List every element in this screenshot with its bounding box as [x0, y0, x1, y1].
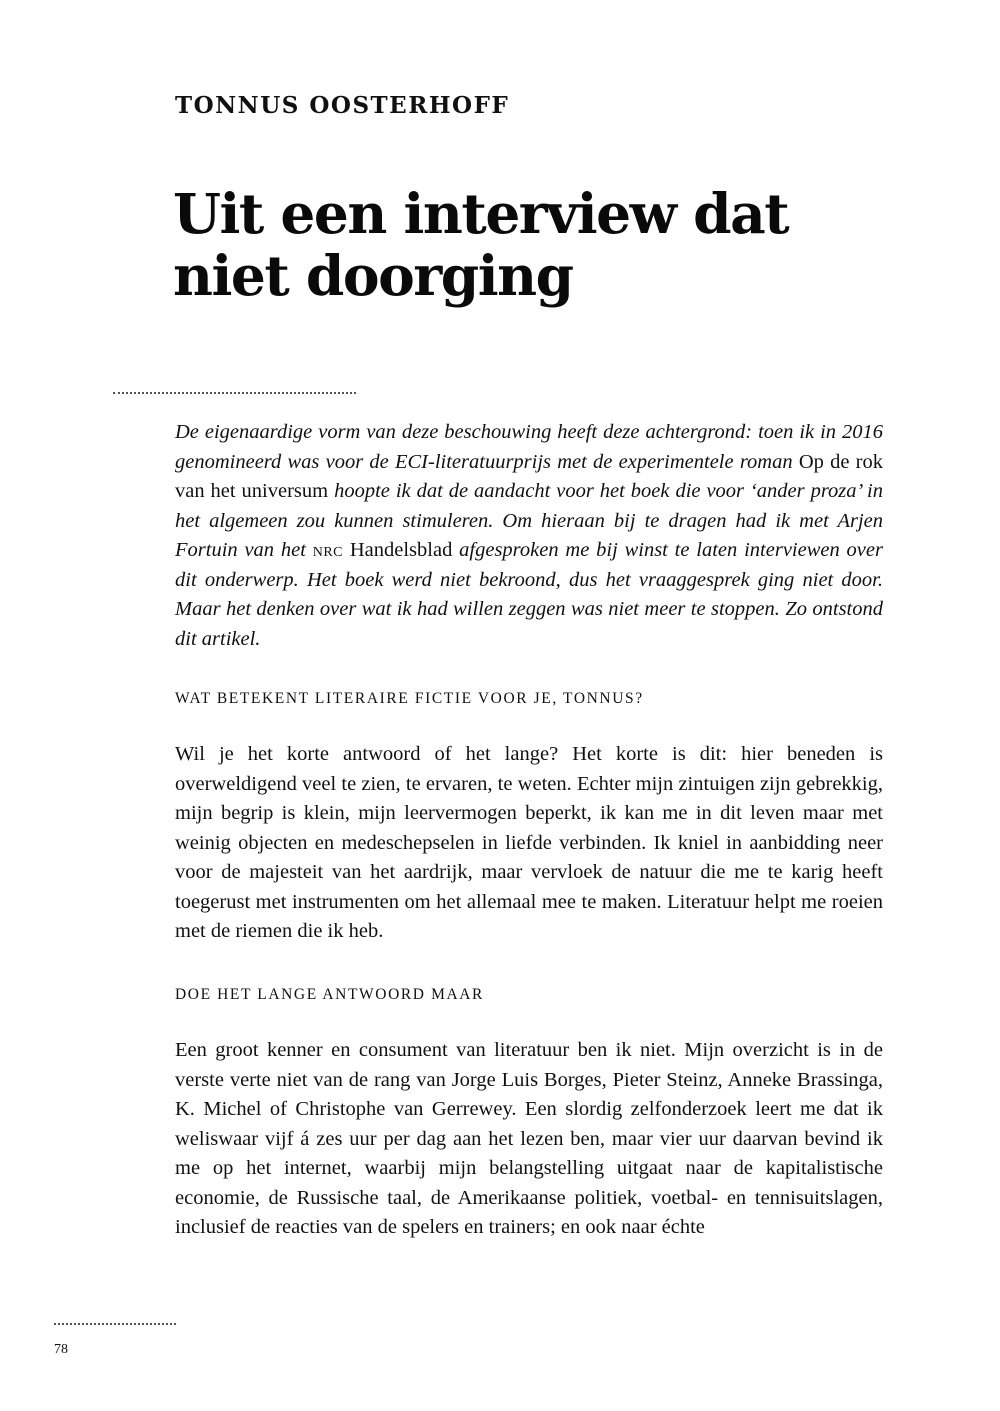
dotted-divider-bottom [54, 1323, 176, 1325]
page-number: 78 [54, 1342, 68, 1357]
dotted-divider-top [113, 392, 356, 394]
answer-paragraph: Wil je het korte antwoord of het lange? Het korte is dit: hier beneden is overweldigend veel te zien, te ervaren, te weten. Echter mijn zintuigen zijn gebrekkig, mijn begrip is klein, mijn leervermogen beperkt, ik kan me in dit leven maar met weinig objecten en medeschepselen in liefde verbinden. Ik kniel in aanbidding neer voor de majesteit van het aardrijk, maar vervloek de natuur die me te karig heeft toegerust met instrumenten om het allemaal mee te maken. Literatuur helpt me roeien met de riemen die ik heb. [175, 743, 883, 942]
author-name: TONNUS OOSTERHOFF [175, 92, 510, 119]
article-title: Uit een interview dat niet doorging [173, 181, 789, 308]
question-heading: WAT BETEKENT LITERAIRE FICTIE VOOR JE, TONNUS? [175, 690, 644, 707]
newspaper-abbreviation: nrc [312, 539, 344, 561]
book-title: Op de rok van het universum [175, 450, 883, 502]
intro-text-3: afgesproken me bij winst te laten interviewen over dit onderwerp. Het boek werd niet bekroond, dus het vraaggesprek ging niet door. Maar het denken over wat ik had willen zeggen was niet meer te stoppen. Zo ontstond dit artikel. [175, 539, 883, 650]
newspaper-name: Handelsblad [343, 539, 453, 561]
answer-paragraph: Een groot kenner en consument van literatuur ben ik niet. Mijn overzicht is in de verste verte niet van de rang van Jorge Luis Borges, Pieter Steinz, Anneke Brassinga, K. Michel of Christophe van Gerrewey. Een slordig zelfonderzoek leert me dat ik weliswaar vijf á zes uur per dag aan het lezen ben, maar vier uur daarvan bevind ik me op het internet, waarbij mijn belangstelling uitgaat naar de kapitalistische economie, de Russische taal, de Amerikaanse politiek, voetbal- en tennisuitslagen, inclusief de reacties van de spelers en trainers; en ook naar échte [175, 1039, 883, 1238]
intro-paragraph [175, 418, 883, 654]
intro-text-1: De eigenaardige vorm van deze beschouwing heeft deze achtergrond: toen ik in 2016 genomineerd was voor de ECI-literatuurprijs met de experimentele roman [175, 421, 883, 473]
question-heading: DOE HET LANGE ANTWOORD MAAR [175, 986, 484, 1003]
intro-text-2: hoopte ik dat de aandacht voor het boek die voor ‘ander proza’ in het algemeen zou kunnen stimuleren. Om hieraan bij te dragen had ik met Arjen Fortuin van het [175, 480, 883, 561]
